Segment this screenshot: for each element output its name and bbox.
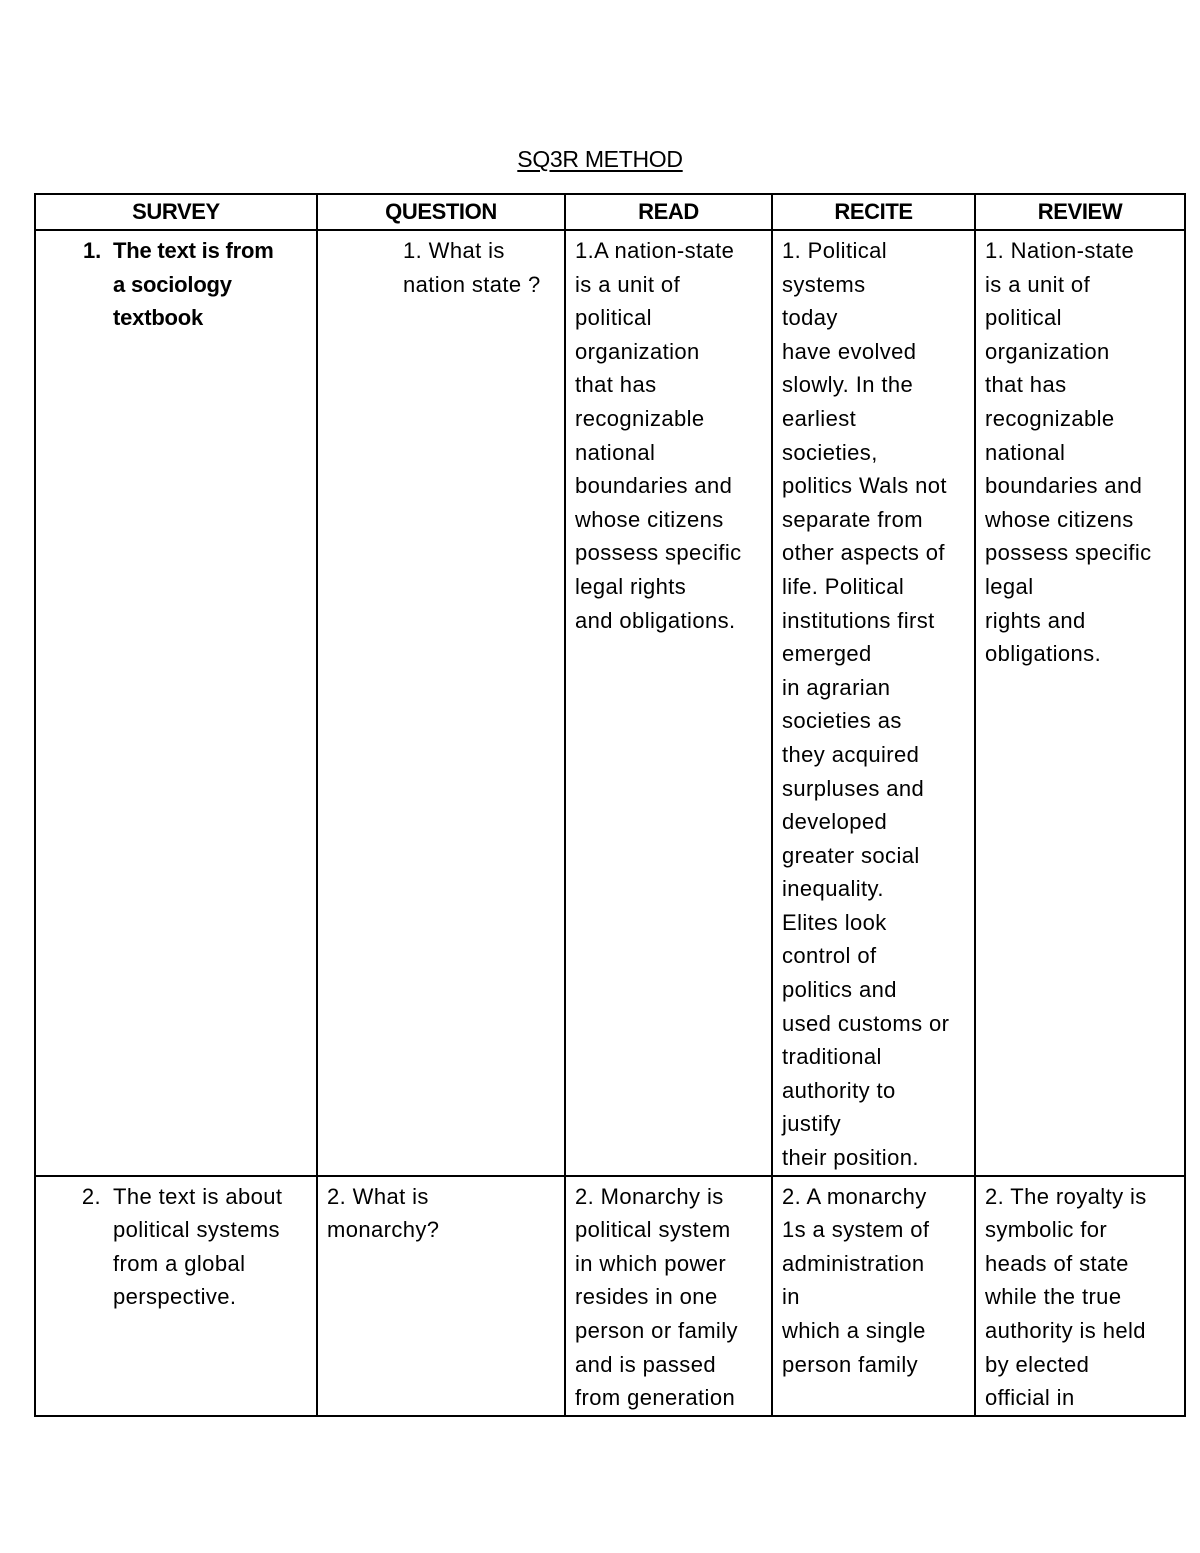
survey-list-item bbox=[45, 1180, 308, 1314]
survey-item-text: The text is about political systems from a global perspective. bbox=[113, 1183, 283, 1310]
survey-cell bbox=[35, 230, 317, 1176]
table-header-row bbox=[35, 194, 1185, 230]
recite-cell bbox=[772, 1176, 975, 1416]
read-cell bbox=[565, 1176, 772, 1416]
survey-item-text: The text is from a sociology textbook bbox=[113, 238, 274, 331]
sq3r-table bbox=[34, 193, 1186, 1417]
column-header-question: QUESTION bbox=[317, 194, 565, 230]
recite-text: 1. Political systems today have evolved slowly. In the earliest societies, politics Wals not separate from other aspects of life. Political institutions first emerged in agrarian societies as they acquired surpluses and developed greater social inequality. Elites look control of politics and used customs or traditional authority to justify their position. bbox=[782, 238, 950, 1171]
survey-item-number: 1. bbox=[83, 238, 101, 263]
survey-item-number: 2. bbox=[81, 1183, 101, 1209]
recite-text: 2. A monarchy 1s a system of administration in which a single person family bbox=[782, 1183, 930, 1377]
survey-list-item bbox=[45, 234, 308, 335]
column-header-survey: SURVEY bbox=[35, 194, 317, 230]
column-header-review: REVIEW bbox=[975, 194, 1185, 230]
review-cell bbox=[975, 1176, 1185, 1416]
column-header-read: READ bbox=[565, 194, 772, 230]
review-text: 1. Nation-state is a unit of political organization that has recognizable national boundaries and whose citizens possess specific legal rights and obligations. bbox=[985, 238, 1152, 667]
recite-cell bbox=[772, 230, 975, 1176]
review-cell bbox=[975, 230, 1185, 1176]
read-cell bbox=[565, 230, 772, 1176]
read-text: 1.A nation-state is a unit of political organization that has recognizable national boundaries and whose citizens possess specific legal rights and obligations. bbox=[575, 238, 742, 633]
question-text: 1. What is nation state ? bbox=[403, 238, 541, 297]
read-text: 2. Monarchy is political system in which power resides in one person or family and is passed from generation bbox=[575, 1183, 738, 1411]
question-cell bbox=[317, 1176, 565, 1416]
question-cell bbox=[317, 230, 565, 1176]
question-text: 2. What is monarchy? bbox=[327, 1183, 440, 1243]
survey-cell bbox=[35, 1176, 317, 1416]
table-row bbox=[35, 230, 1185, 1176]
page-title: SQ3R METHOD bbox=[517, 146, 683, 172]
column-header-recite: RECITE bbox=[772, 194, 975, 230]
table-row bbox=[35, 1176, 1185, 1416]
review-text: 2. The royalty is symbolic for heads of state while the true authority is held by elected official in bbox=[985, 1183, 1147, 1411]
